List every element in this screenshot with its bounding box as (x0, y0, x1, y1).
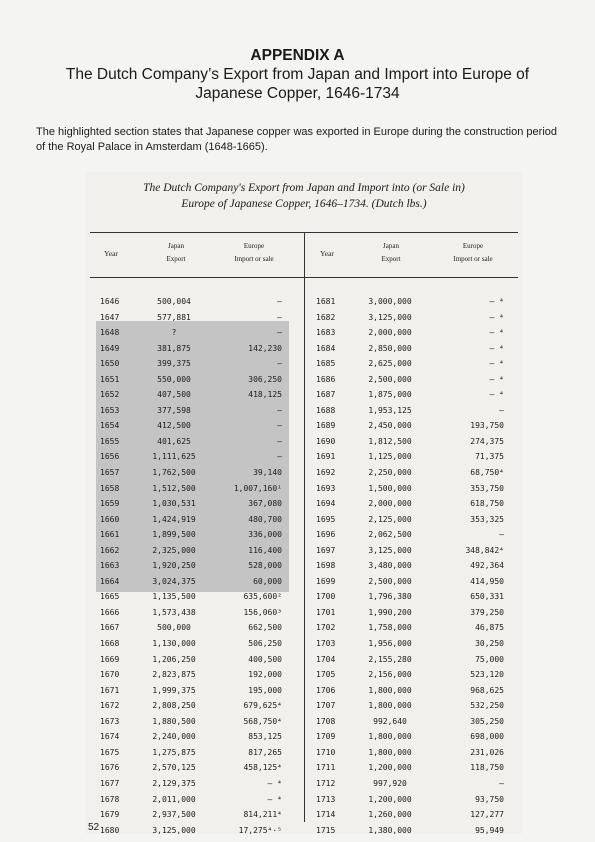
table-cell: 1,800,000 (368, 685, 412, 695)
table-cell: 1651 (100, 374, 120, 384)
table-cell: — ⁴ (489, 328, 504, 338)
table-cell: ? (171, 328, 177, 338)
right-year-column (316, 294, 346, 838)
table-cell: 1,953,125 (368, 405, 412, 415)
table-cell: 68,750⁴ (470, 468, 504, 478)
table-cell: 1667 (100, 623, 120, 633)
table-cell: 2,240,000 (152, 732, 196, 742)
table-cell: 379,250 (470, 607, 504, 617)
table-cell: 1,260,000 (368, 810, 412, 820)
scanned-table (86, 172, 522, 834)
table-cell: 39,140 (253, 468, 282, 478)
table-cell: 1664 (100, 576, 120, 586)
table-title (86, 180, 522, 212)
table-cell: 997,920 (373, 778, 407, 788)
table-cell: — (277, 312, 282, 322)
table-cell: 1681 (316, 297, 336, 306)
header-japan-right (358, 240, 424, 266)
table-cell: 1695 (316, 514, 336, 524)
table-cell: 1671 (100, 685, 120, 695)
header-japan-label: Japan (383, 242, 399, 250)
table-cell: 412,500 (157, 421, 191, 431)
table-cell: — ⁴ (267, 778, 282, 788)
table-cell: 1669 (100, 654, 120, 664)
table-cell: 679,625⁴ (243, 701, 282, 711)
table-cell: 1,130,000 (152, 639, 196, 649)
table-cell: 1,920,250 (152, 561, 196, 571)
table-cell: 1698 (316, 561, 336, 571)
table-cell: 353,750 (470, 483, 504, 493)
table-cell: 2,062,500 (368, 530, 412, 540)
table-cell: 1,007,160¹ (233, 483, 282, 493)
table-cell: 2,850,000 (368, 343, 412, 353)
table-cell: 618,750 (470, 499, 504, 509)
table-cell: 1,275,875 (152, 747, 196, 757)
table-cell: — ⁴ (489, 374, 504, 384)
table-cell: 336,000 (248, 530, 282, 540)
table-cell: 367,080 (248, 499, 282, 509)
table-cell: 1686 (316, 374, 336, 384)
table-cell: 3,024,375 (152, 576, 196, 586)
table-cell: 400,500 (248, 654, 282, 664)
table-cell: 1,812,500 (368, 436, 412, 446)
table-cell: 2,500,000 (368, 374, 412, 384)
table-cell: 1,899,500 (152, 530, 196, 540)
table-cell: 1652 (100, 390, 120, 400)
header-japan-label: Japan (168, 242, 184, 250)
table-cell: 192,000 (248, 670, 282, 680)
table-cell: 1,206,250 (152, 654, 196, 664)
page-number: 52 (88, 822, 100, 833)
table-cell: — ⁴ (489, 297, 504, 306)
table-cell: — (277, 405, 282, 415)
table-cell: 1675 (100, 747, 120, 757)
table-cell: 1,880,500 (152, 716, 196, 726)
table-cell: 1656 (100, 452, 120, 462)
table-cell: 414,950 (470, 576, 504, 586)
table-cell: 1,990,200 (368, 607, 412, 617)
table-cell: 1,200,000 (368, 763, 412, 773)
table-cell: 550,000 (157, 374, 191, 384)
table-cell: 500,000 (157, 623, 191, 633)
table-cell: 377,598 (157, 405, 191, 415)
table-cell: 506,250 (248, 639, 282, 649)
table-cell: 1690 (316, 436, 336, 446)
table-cell: 1,800,000 (368, 701, 412, 711)
table-cell: 1662 (100, 545, 120, 555)
table-cell: 458,125⁴ (243, 763, 282, 773)
table-cell: 2,808,250 (152, 701, 196, 711)
table-cell: 1706 (316, 685, 336, 695)
table-cell: 348,842⁴ (465, 545, 504, 555)
table-cell: 305,250 (470, 716, 504, 726)
page-title: The Dutch Company’s Export from Japan and Import into Europe of Japanese Copper, 1646-1734 (65, 66, 530, 102)
table-cell: 1,875,000 (368, 390, 412, 400)
table-cell: 2,000,000 (368, 328, 412, 338)
table-cell: 1696 (316, 530, 336, 540)
table-cell: — ⁴ (489, 390, 504, 400)
intro-text: The highlighted section states that Japanese copper was exported in Europe during the construction period of the Royal Palace in Amsterdam (1648-1665). (36, 126, 557, 153)
table-cell: 1657 (100, 468, 120, 478)
table-cell: 480,700 (248, 514, 282, 524)
table-cell: 3,125,000 (152, 825, 196, 835)
table-cell: 193,750 (470, 421, 504, 431)
table-cell: — ⁴ (267, 794, 282, 804)
table-cell: 968,625 (470, 685, 504, 695)
table-cell: 118,750 (470, 763, 504, 773)
table-cell: 2,450,000 (368, 421, 412, 431)
table-cell: 1676 (100, 763, 120, 773)
right-europe-column (432, 294, 504, 838)
table-cell: — (499, 530, 504, 540)
table-cell: — (277, 421, 282, 431)
table-cell: 306,250 (248, 374, 282, 384)
table-cell: 1684 (316, 343, 336, 353)
table-cell: 1650 (100, 359, 120, 369)
appendix-label: APPENDIX A (250, 47, 345, 64)
table-cell: 853,125 (248, 732, 282, 742)
header-japan-sublabel: Export (381, 255, 401, 263)
table-cell: 3,480,000 (368, 561, 412, 571)
table-cell: — (277, 297, 282, 306)
table-cell: 2,625,000 (368, 359, 412, 369)
table-cell: 3,125,000 (368, 545, 412, 555)
header-japan-sublabel: Export (166, 255, 186, 263)
table-cell: 2,156,000 (368, 670, 412, 680)
table-cell: 1,380,000 (368, 825, 412, 835)
table-cell: 1712 (316, 778, 336, 788)
table-cell: 2,129,375 (152, 778, 196, 788)
table-cell: — (277, 436, 282, 446)
table-cell: 635,600² (243, 592, 282, 602)
table-cell: 3,000,000 (368, 297, 412, 306)
table-cell: 401,625 (157, 436, 191, 446)
table-cell: 1653 (100, 405, 120, 415)
table-cell: 2,250,000 (368, 468, 412, 478)
table-cell: 1715 (316, 825, 336, 835)
table-cell: 577,881 (157, 312, 191, 322)
table-cell: 1710 (316, 747, 336, 757)
table-cell: 1660 (100, 514, 120, 524)
table-cell: — (499, 405, 504, 415)
table-cell: 1705 (316, 670, 336, 680)
table-cell: 1683 (316, 328, 336, 338)
table-cell: — (499, 778, 504, 788)
table-cell: 532,250 (470, 701, 504, 711)
table-cell: 1,796,380 (368, 592, 412, 602)
table-cell: 1711 (316, 763, 336, 773)
table-cell: — ⁴ (489, 343, 504, 353)
header-europe-sublabel: Import or sale (234, 255, 274, 263)
table-cell: 2,570,125 (152, 763, 196, 773)
heading (0, 46, 595, 103)
table-cell: 1689 (316, 421, 336, 431)
table-cell: 1,800,000 (368, 747, 412, 757)
center-divider (304, 232, 305, 822)
table-cell: 1,111,625 (152, 452, 196, 462)
table-cell: 156,060³ (243, 607, 282, 617)
table-cell: 1654 (100, 421, 120, 431)
table-cell: 1677 (100, 778, 120, 788)
table-cell: 698,000 (470, 732, 504, 742)
table-cell: 1,200,000 (368, 794, 412, 804)
table-cell: 2,000,000 (368, 499, 412, 509)
table-cell: — ⁴ (489, 359, 504, 369)
table-title-line-1: The Dutch Company's Export from Japan and Import into (or Sale in) (143, 182, 465, 194)
table-cell: 1,999,375 (152, 685, 196, 695)
table-cell: 992,640 (373, 716, 407, 726)
table-cell: 46,875 (475, 623, 504, 633)
table-cell: 407,500 (157, 390, 191, 400)
table-cell: 1,125,000 (368, 452, 412, 462)
table-cell: 1682 (316, 312, 336, 322)
table-cell: 71,375 (475, 452, 504, 462)
table-cell: 1673 (100, 716, 120, 726)
table-cell: 195,000 (248, 685, 282, 695)
table-cell: 1,030,531 (152, 499, 196, 509)
table-cell: 1708 (316, 716, 336, 726)
table-cell: 1665 (100, 592, 120, 602)
table-cell: — (277, 452, 282, 462)
table-cell: 1,135,500 (152, 592, 196, 602)
table-cell: 1,956,000 (368, 639, 412, 649)
table-cell: 1649 (100, 343, 120, 353)
table-cell: 814,211⁴ (243, 810, 282, 820)
table-cell: 1668 (100, 639, 120, 649)
header-japan-left (146, 240, 206, 266)
table-cell: 1666 (100, 607, 120, 617)
table-cell: 1,762,500 (152, 468, 196, 478)
table-cell: 274,375 (470, 436, 504, 446)
table-cell: 500,004 (157, 297, 191, 306)
table-cell: 1688 (316, 405, 336, 415)
left-year-column (100, 294, 130, 838)
table-cell: 1694 (316, 499, 336, 509)
table-cell: — (277, 359, 282, 369)
left-europe-column (212, 294, 282, 838)
table-cell: 662,500 (248, 623, 282, 633)
table-cell: 1646 (100, 297, 120, 306)
left-japan-column (138, 294, 210, 838)
table-cell: 93,750 (475, 794, 504, 804)
table-cell: 1702 (316, 623, 336, 633)
table-cell: 1693 (316, 483, 336, 493)
table-cell: 1679 (100, 810, 120, 820)
table-cell: 75,000 (475, 654, 504, 664)
header-europe-label: Europe (243, 242, 265, 250)
table-cell: 1699 (316, 576, 336, 586)
header-year-right: Year (320, 249, 334, 258)
table-cell: 1713 (316, 794, 336, 804)
table-cell: 650,331 (470, 592, 504, 602)
table-cell: 1663 (100, 561, 120, 571)
table-cell: 1,424,919 (152, 514, 196, 524)
table-cell: 418,125 (248, 390, 282, 400)
table-cell: 1692 (316, 468, 336, 478)
header-europe-sublabel: Import or sale (453, 255, 493, 263)
table-cell: 568,750⁴ (243, 716, 282, 726)
table-cell: 60,000 (253, 576, 282, 586)
table-cell: 1697 (316, 545, 336, 555)
table-cell: 353,325 (470, 514, 504, 524)
table-cell: 1,500,000 (368, 483, 412, 493)
table-cell: 30,250 (475, 639, 504, 649)
table-cell: 381,875 (157, 343, 191, 353)
table-cell: 17,275⁴·⁵ (238, 825, 282, 835)
table-cell: 1701 (316, 607, 336, 617)
table-cell: 1647 (100, 312, 120, 322)
table-cell: 1659 (100, 499, 120, 509)
table-cell: 142,230 (248, 343, 282, 353)
table-cell: 1,800,000 (368, 732, 412, 742)
table-cell: 1670 (100, 670, 120, 680)
table-cell: 95,949 (475, 825, 504, 835)
table-cell: 1648 (100, 328, 120, 338)
header-europe-right (440, 240, 506, 266)
table-cell: 1707 (316, 701, 336, 711)
table-cell: 2,125,000 (368, 514, 412, 524)
table-cell: 2,937,500 (152, 810, 196, 820)
table-cell: 1658 (100, 483, 120, 493)
table-cell: 2,823,875 (152, 670, 196, 680)
table-title-line-2: Europe of Japanese Copper, 1646–1734. (Dutch lbs.) (181, 198, 427, 210)
table-cell: 1678 (100, 794, 120, 804)
table-cell: 399,375 (157, 359, 191, 369)
table-cell: 1,573,438 (152, 607, 196, 617)
table-cell: 1691 (316, 452, 336, 462)
right-japan-column (350, 294, 430, 838)
table-cell: 1655 (100, 436, 120, 446)
table-cell: 1704 (316, 654, 336, 664)
table-cell: 127,277 (470, 810, 504, 820)
table-cell: 523,120 (470, 670, 504, 680)
table-cell: 1700 (316, 592, 336, 602)
table-cell: 3,125,000 (368, 312, 412, 322)
table-cell: 1674 (100, 732, 120, 742)
table-cell: — (277, 328, 282, 338)
table-cell: 1,758,000 (368, 623, 412, 633)
table-cell: 231,026 (470, 747, 504, 757)
table-cell: — ⁴ (489, 312, 504, 322)
table-cell: 817,265 (248, 747, 282, 757)
header-europe-label: Europe (462, 242, 484, 250)
table-cell: 1714 (316, 810, 336, 820)
header-europe-left (222, 240, 286, 266)
header-year-left: Year (104, 249, 118, 258)
table-cell: 1661 (100, 530, 120, 540)
table-cell: 1703 (316, 639, 336, 649)
table-cell: 1685 (316, 359, 336, 369)
table-cell: 528,000 (248, 561, 282, 571)
table-cell: 1,512,500 (152, 483, 196, 493)
table-cell: 2,011,000 (152, 794, 196, 804)
table-cell: 116,400 (248, 545, 282, 555)
table-cell: 492,364 (470, 561, 504, 571)
table-cell: 2,155,280 (368, 654, 412, 664)
table-cell: 1672 (100, 701, 120, 711)
table-cell: 1709 (316, 732, 336, 742)
table-cell: 1687 (316, 390, 336, 400)
table-cell: 2,325,000 (152, 545, 196, 555)
table-cell: 1680 (100, 825, 120, 835)
table-cell: 2,500,000 (368, 576, 412, 586)
